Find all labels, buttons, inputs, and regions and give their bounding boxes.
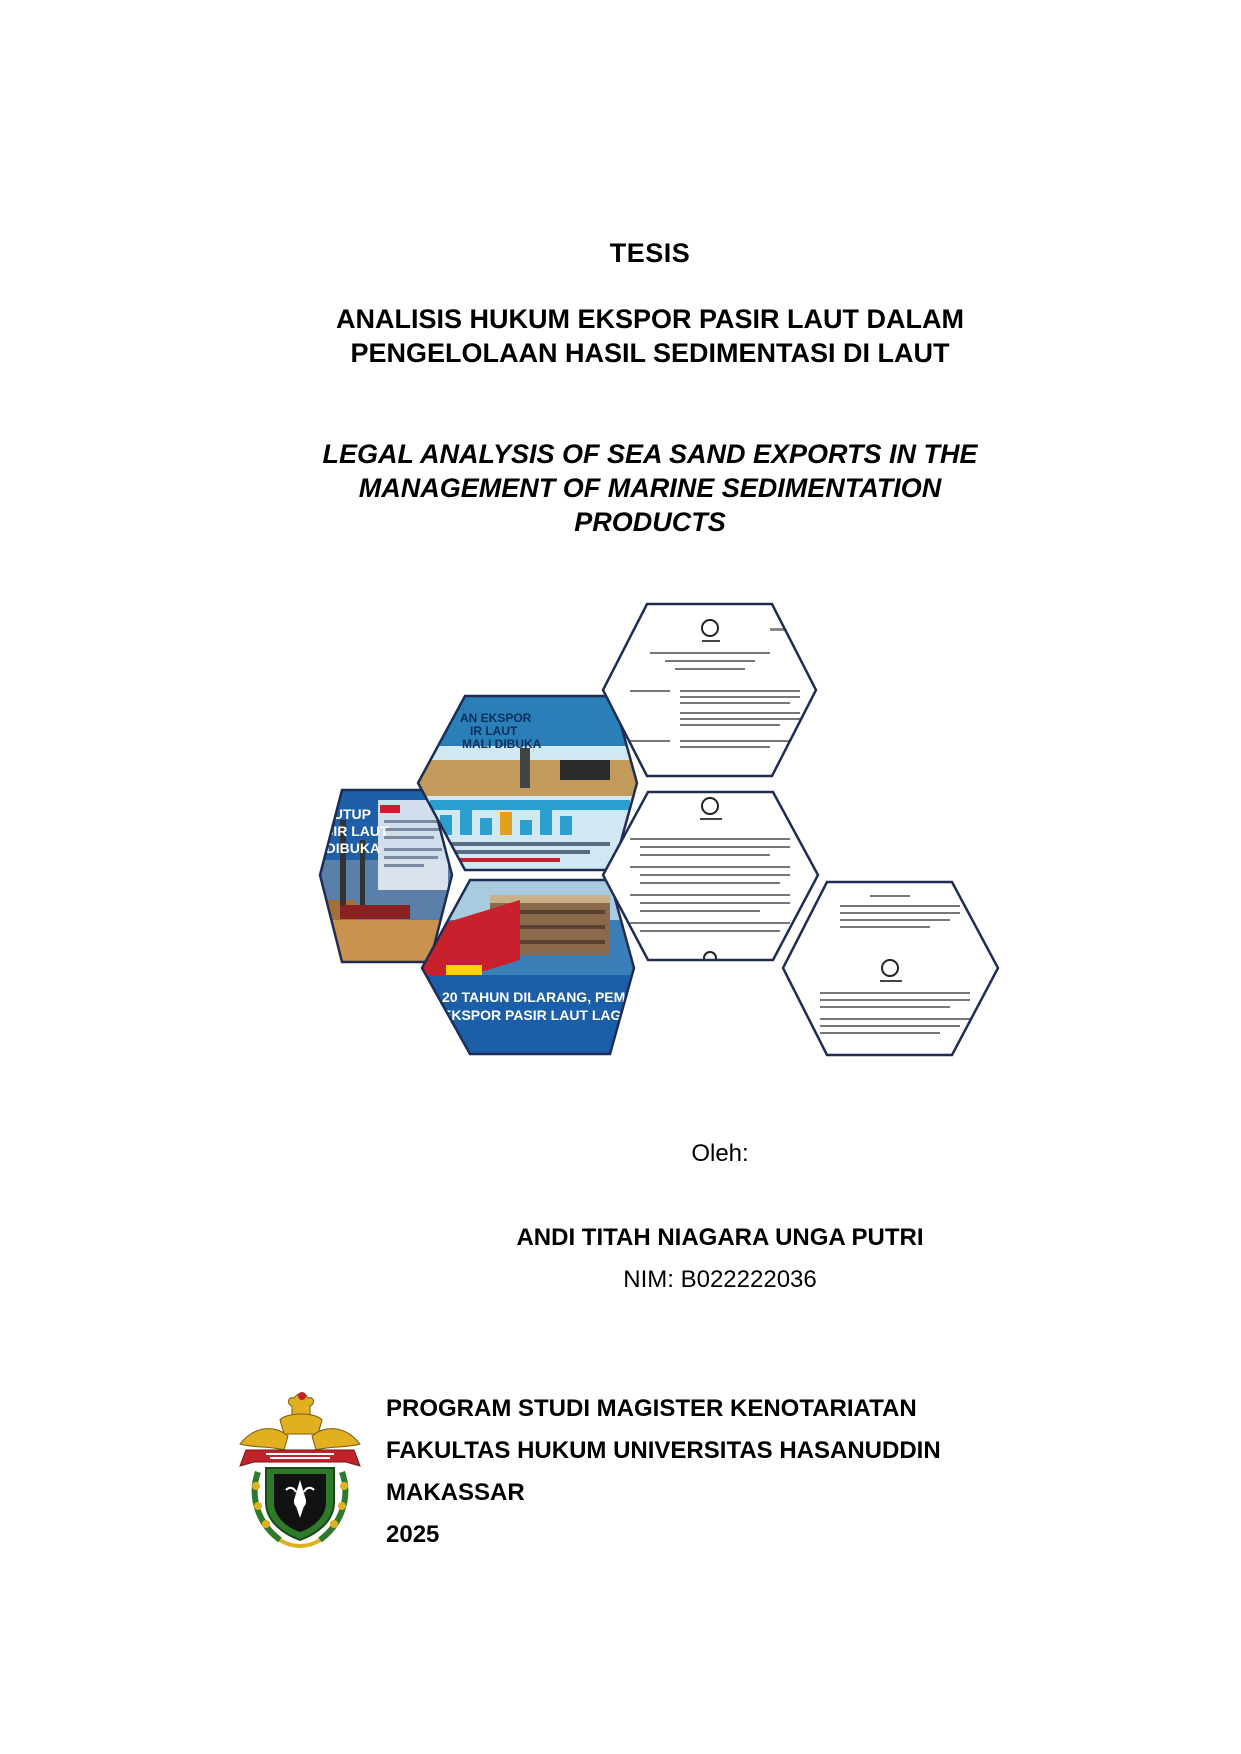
title-indonesian-line-1: ANALISIS HUKUM EKSPOR PASIR LAUT DALAM	[335, 304, 964, 334]
institution-block	[386, 1388, 1086, 1556]
by-label: Oleh:	[691, 1140, 749, 1167]
news-2-headline-line-2: IR LAUT	[470, 724, 518, 738]
news-2-headline-line-1: AN EKSPOR	[460, 711, 532, 725]
program-name: PROGRAM STUDI MAGISTER KENOTARIATAN	[386, 1395, 917, 1422]
infographic-hexagon	[418, 696, 638, 870]
title-english-line-2: MANAGEMENT OF MARINE SEDIMENTATION	[358, 473, 942, 503]
news-1-headline-line-2: SPOR PASIR LAUT	[262, 823, 389, 839]
title-english	[200, 437, 1100, 539]
news-hexagon-1	[236, 790, 460, 970]
university-logo	[236, 1390, 364, 1550]
title-english-line-3: PRODUCTS	[574, 507, 726, 537]
regulation-document-hexagon-3	[783, 882, 998, 1055]
author-name: ANDI TITAH NIAGARA UNGA PUTRI	[516, 1224, 924, 1251]
news-3-headline-line-1: 20 TAHUN DILARANG, PEMERIN	[442, 989, 659, 1005]
title-indonesian-line-2: PENGELOLAAN HASIL SEDIMENTASI DI LAUT	[350, 338, 950, 368]
student-id: NIM: B022222036	[623, 1266, 817, 1293]
title-english-line-1: LEGAL ANALYSIS OF SEA SAND EXPORTS IN THE	[322, 439, 978, 469]
news-1-headline-line-1: AHUN DITUTUP	[266, 806, 371, 822]
city-name: MAKASSAR	[386, 1479, 525, 1506]
news-2-headline-line-3: MALI DIBUKA	[462, 737, 542, 751]
news-3-headline-line-2: EKSPOR PASIR LAUT LAGI	[442, 1007, 626, 1023]
year: 2025	[386, 1521, 440, 1548]
document-type: TESIS	[609, 238, 691, 268]
faculty-name: FAKULTAS HUKUM UNIVERSITAS HASANUDDIN	[386, 1437, 941, 1464]
regulation-document-hexagon-2	[603, 792, 818, 964]
regulation-document-hexagon-1	[603, 604, 816, 776]
title-indonesian	[200, 302, 1100, 370]
news-1-headline-line-3: KEMBALI DIBUKA	[258, 840, 381, 856]
